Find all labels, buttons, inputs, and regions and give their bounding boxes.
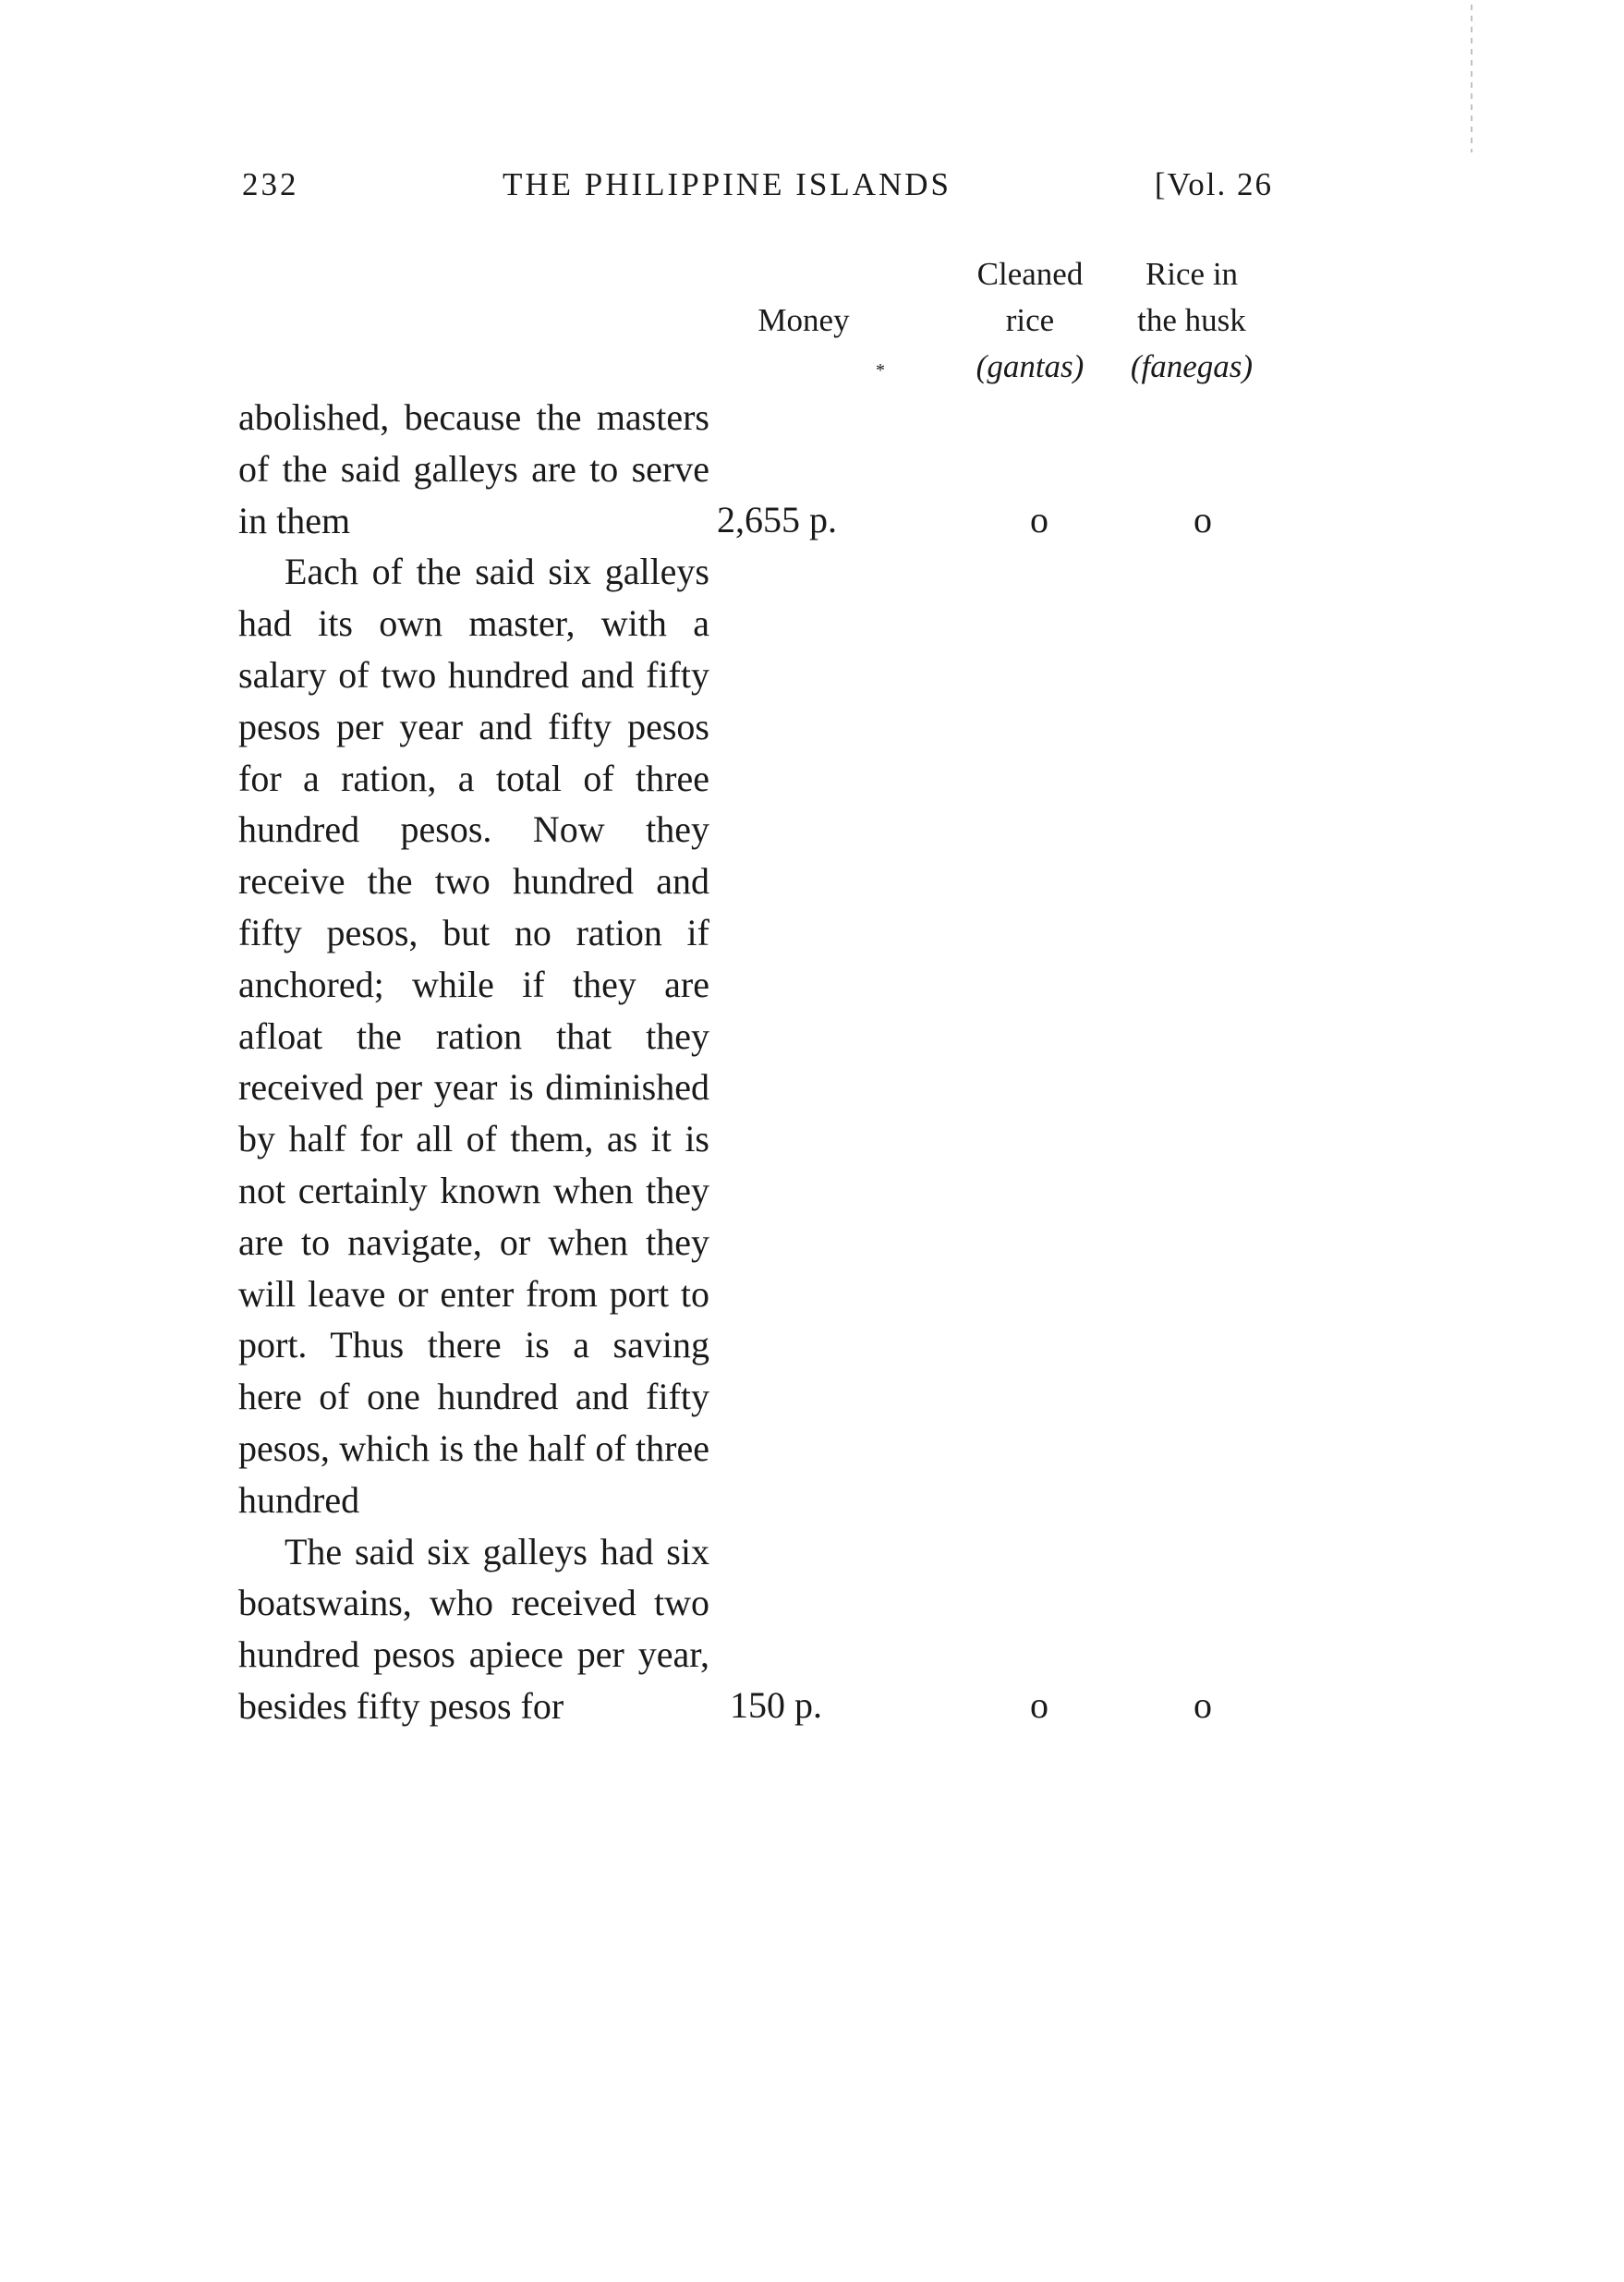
entry-1-money: 2,655 p. [717, 499, 837, 540]
volume-label: [Vol. 26 [1154, 166, 1273, 202]
entry-1-cleaned-rice: o [1030, 499, 1048, 540]
cleaned-rice-heading-line1: Cleaned [976, 256, 1084, 292]
cleaned-rice-heading-line2: rice [1005, 302, 1055, 338]
entry-2-money: 150 p. [730, 1684, 822, 1726]
husk-rice-heading-line2: the husk [1137, 302, 1246, 338]
column-heading-husk-rice [1099, 251, 1284, 390]
money-heading: Money [757, 302, 850, 338]
entry-2-husk-rice: o [1194, 1684, 1212, 1726]
running-header [242, 166, 1273, 212]
husk-rice-unit: (fanegas) [1130, 348, 1254, 384]
running-title: THE PHILIPPINE ISLANDS [503, 166, 951, 202]
paragraph-3: The said six galleys had six boatswains, who received two hundred pesos apiece per year, besides fifty pesos for [238, 1530, 709, 1727]
husk-rice-heading-line1: Rice in [1145, 256, 1239, 292]
column-heading-cleaned-rice [938, 251, 1122, 390]
scan-edge-artifact [1471, 5, 1473, 152]
entry-1-husk-rice: o [1194, 499, 1212, 540]
cleaned-rice-unit: (gantas) [976, 348, 1085, 384]
text-column [238, 392, 709, 1732]
stray-mark: * [876, 360, 885, 381]
entry-2-cleaned-rice: o [1030, 1684, 1048, 1726]
page-number: 232 [242, 166, 299, 202]
paragraph-1: abolished, because the masters of the said galleys are to serve in them [238, 396, 709, 541]
paragraph-2: Each of the said six galleys had its own master, with a salary of two hundred and fifty pesos per year and fifty pesos for a ration, a total of three hundred pesos. Now they receive the two hundred and fifty pesos, but no ration if anchored; while if they are afloat the ration that they received per year is diminished by half for all of them, as it is not certainly known when they are to navigate, or when they will leave or enter from port to port. Thus there is a saving here of one hundred and fifty pesos, which is the half of three hundred [238, 551, 709, 1521]
column-heading-money [711, 297, 896, 344]
